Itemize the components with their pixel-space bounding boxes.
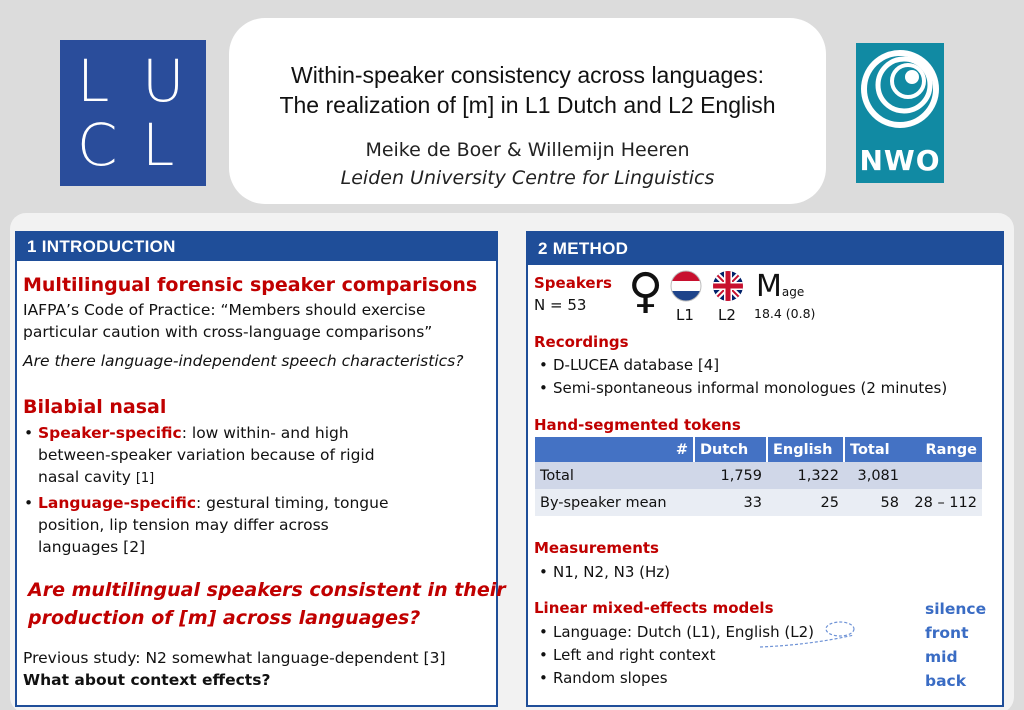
- context-mid: mid: [925, 648, 958, 666]
- table-header: Range: [904, 437, 982, 462]
- table-cell: 3,081: [844, 462, 904, 489]
- tokens-table: [535, 437, 982, 516]
- context-question: What about context effects?: [23, 671, 271, 689]
- lucl-logo: [60, 40, 206, 186]
- table-row: [535, 462, 982, 489]
- measurements-item-1: • N1, N2, N3 (Hz): [553, 561, 670, 584]
- table-cell: 28 – 112: [904, 489, 982, 516]
- authors: Meike de Boer & Willemijn Heeren: [365, 139, 690, 161]
- bullet-speaker-specific: [38, 422, 349, 444]
- tokens-label: Hand-segmented tokens: [534, 416, 741, 434]
- table-cell: 1,322: [767, 462, 844, 489]
- uk-flag-icon: [712, 270, 744, 302]
- measurements-label: Measurements: [534, 539, 659, 557]
- recordings-label: Recordings: [534, 333, 629, 351]
- l1-label: L1: [676, 306, 694, 324]
- table-header-row: [535, 437, 982, 462]
- language-specific-line3: languages [2]: [38, 538, 146, 556]
- logo-letter: C: [77, 111, 118, 179]
- table-cell: 33: [694, 489, 767, 516]
- affiliation: Leiden University Centre for Linguistics: [340, 167, 715, 189]
- method-heading: 2 METHOD: [528, 233, 1002, 265]
- context-silence: silence: [925, 600, 987, 618]
- speaker-specific-line3-text: nasal cavity: [38, 468, 136, 486]
- lme-label: Linear mixed-effects models: [534, 599, 774, 617]
- netherlands-flag-icon: [670, 270, 702, 302]
- speaker-specific-line2: between-speaker variation because of rigid: [38, 446, 375, 464]
- table-header: Dutch: [694, 437, 767, 462]
- table-cell: By-speaker mean: [535, 489, 694, 516]
- introduction-panel: [15, 231, 506, 707]
- logo-letter: U: [142, 47, 185, 115]
- recordings-item-1: • D-LUCEA database [4]: [553, 354, 719, 377]
- mean-age-value: 18.4 (0.8): [754, 306, 816, 321]
- main-research-question-line1: Are multilingual speakers consistent in their: [28, 579, 506, 601]
- female-icon: ♀: [628, 263, 664, 319]
- title-box: [229, 18, 826, 204]
- poster-title-line2: The realization of [m] in L1 Dutch and L2 English: [279, 92, 776, 118]
- table-cell: 25: [767, 489, 844, 516]
- bullet-language-specific: [38, 492, 389, 514]
- table-row: [535, 489, 982, 516]
- m-letter: M: [756, 269, 782, 304]
- lme-item-2: • Left and right context: [553, 644, 716, 667]
- table-cell: 58: [844, 489, 904, 516]
- nwo-swirl-icon: [856, 43, 944, 153]
- speaker-specific-line3: [38, 466, 154, 490]
- table-header: #: [535, 437, 694, 462]
- main-research-question-line2: production of [m] across languages?: [28, 607, 421, 629]
- iafpa-line2: particular caution with cross-language comparisons”: [23, 323, 433, 341]
- speakers-label: Speakers: [534, 274, 612, 292]
- research-question-independent: Are there language-independent speech characteristics?: [23, 352, 464, 370]
- context-back: back: [925, 672, 967, 690]
- m-subscript: age: [781, 285, 805, 299]
- context-levels: [925, 597, 986, 693]
- nwo-wordmark: NWO: [859, 144, 941, 177]
- table-cell: Total: [535, 462, 694, 489]
- speaker-specific-label: Speaker-specific: [38, 424, 182, 442]
- reference-1: [1]: [135, 471, 155, 486]
- introduction-heading: 1 INTRODUCTION: [17, 233, 496, 261]
- language-specific-text: : gestural timing, tongue: [196, 494, 389, 512]
- nasal-heading: Bilabial nasal: [23, 396, 167, 418]
- table-cell: [904, 462, 982, 489]
- nwo-logo: [856, 43, 944, 183]
- logo-letter: L: [77, 47, 110, 115]
- forensic-heading: Multilingual forensic speaker comparisons: [23, 274, 478, 296]
- logo-letter: L: [142, 111, 175, 179]
- speaker-count: N = 53: [534, 296, 587, 314]
- previous-study: Previous study: N2 somewhat language-dependent [3]: [23, 649, 446, 667]
- method-panel: [526, 231, 1004, 707]
- recordings-item-2: • Semi-spontaneous informal monologues (2 minutes): [553, 377, 947, 400]
- poster-title-line1: Within-speaker consistency across languages:: [290, 62, 764, 88]
- table-header: English: [767, 437, 844, 462]
- mean-age-symbol: [756, 269, 804, 304]
- lme-item-3: • Random slopes: [553, 667, 668, 690]
- lme-item-1: • Language: Dutch (L1), English (L2): [553, 621, 814, 644]
- dashed-arrow-loop-icon: [750, 613, 920, 653]
- language-specific-line2: position, lip tension may differ across: [38, 516, 329, 534]
- context-front: front: [925, 624, 969, 642]
- language-specific-label: Language-specific: [38, 494, 197, 512]
- l2-label: L2: [718, 306, 736, 324]
- speaker-specific-text: : low within- and high: [181, 424, 349, 442]
- table-header: Total: [844, 437, 904, 462]
- iafpa-line1: IAFPA’s Code of Practice: “Members should exercise: [23, 301, 426, 319]
- table-cell: 1,759: [694, 462, 767, 489]
